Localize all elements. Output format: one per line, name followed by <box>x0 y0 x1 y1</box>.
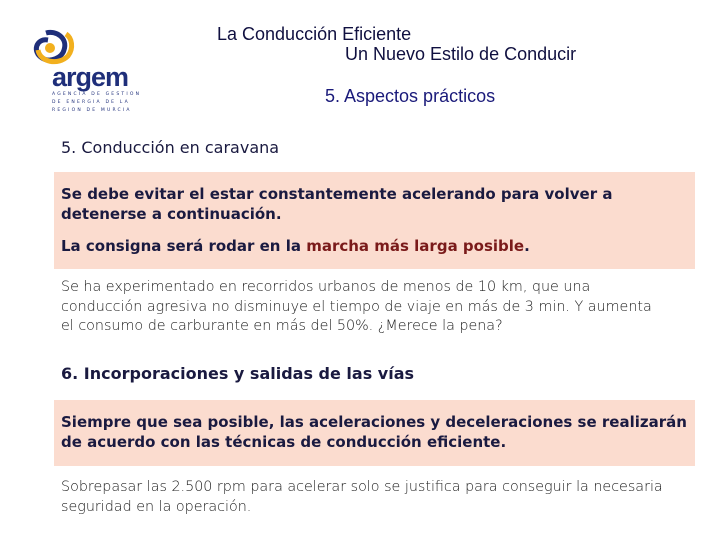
section6-body <box>61 478 663 517</box>
consigna-after: . <box>524 237 530 255</box>
section5-box-text: Se debe evitar el estar constantemente acelerando para volver a detenerse a continuación. <box>61 185 613 223</box>
logo-line-1: AGENCIA DE GESTION <box>52 92 142 97</box>
section6-box-line: Siempre que sea posible, las aceleraciones y deceleraciones se realizarán <box>61 413 687 431</box>
logo-line-2: DE ENERGIA DE LA <box>52 100 130 105</box>
logo-line-3: REGION DE MURCIA <box>52 108 132 113</box>
header-subtitle: Un Nuevo Estilo de Conducir <box>345 44 577 64</box>
section6-heading: 6. Incorporaciones y salidas de las vías <box>61 364 415 383</box>
section6-body-line: Sobrepasar las 2.500 rpm para acelerar solo se justifica para conseguir la necesaria <box>61 479 663 495</box>
section5-heading: 5. Conducción en caravana <box>61 138 280 157</box>
section5-consigna <box>61 236 530 256</box>
header-title: La Conducción Eficiente <box>217 24 412 44</box>
section5-body-line: Se ha experimentado en recorridos urbanos de menos de 10 km, que una <box>61 279 591 295</box>
section6-highlight-box <box>54 400 695 466</box>
consigna-highlight: marcha más larga posible <box>306 237 525 255</box>
section5-body-line: conducción agresiva no disminuye el tiempo de viaje en más de 3 min. Y aumenta <box>61 298 652 315</box>
section6-box-text <box>61 412 687 452</box>
section5-body-line: el consumo de carburante en más del 50%. ¿Merece la pena? <box>61 318 503 334</box>
section5-body <box>61 278 652 337</box>
section5-highlight-box <box>54 172 695 269</box>
logo-wordmark: argem <box>52 62 129 92</box>
consigna-before: La consigna será rodar en la <box>61 237 307 255</box>
section6-box-line: de acuerdo con las técnicas de conducción eficiente. <box>61 433 507 451</box>
section6-body-line: seguridad en la operación. <box>61 498 252 515</box>
section-label: 5. Aspectos prácticos <box>325 86 496 106</box>
